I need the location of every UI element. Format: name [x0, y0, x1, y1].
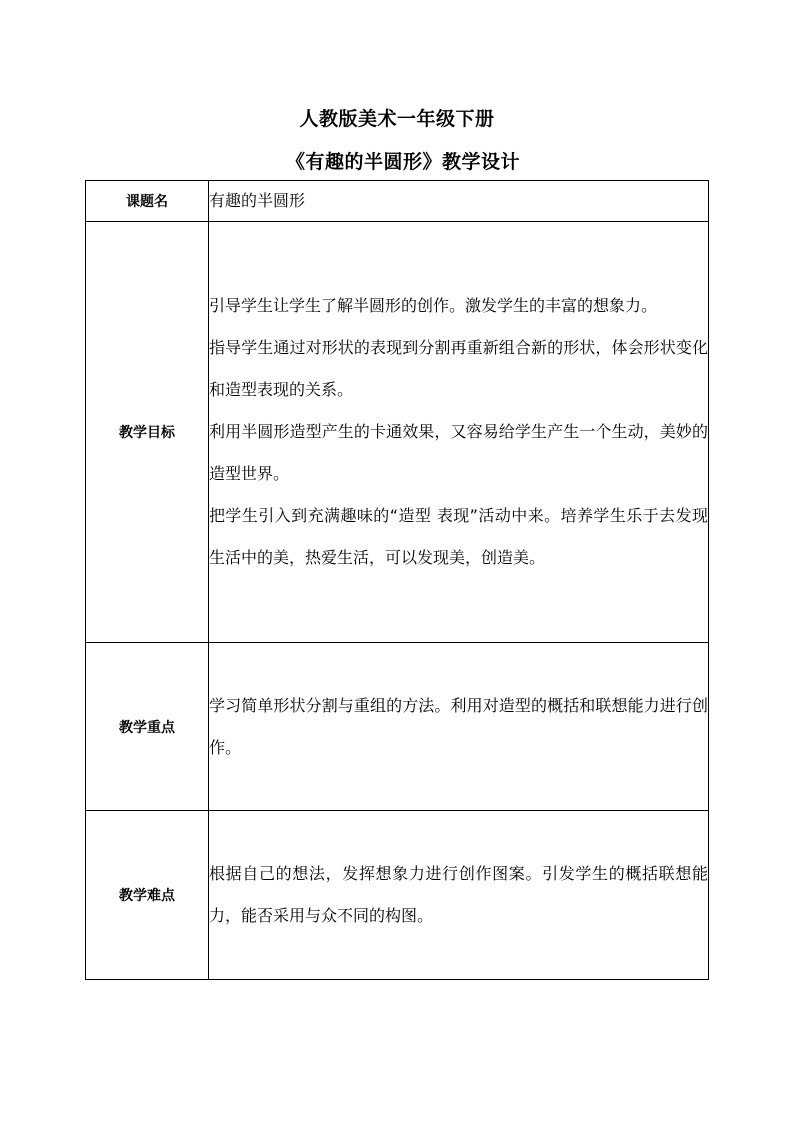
table-row-difficulties: [86, 811, 709, 980]
key-points-content: 学习简单形状分割与重组的方法。利用对造型的概括和联想能力进行创作。: [209, 643, 709, 811]
teaching-goal-paragraph: 指导学生通过对形状的表现到分割再重新组合新的形状，体会形状变化和造型表现的关系。: [209, 338, 708, 399]
document-title: 人教版美术一年级下册: [299, 108, 495, 130]
teaching-goals-label: 教学目标: [86, 222, 209, 643]
teaching-goal-paragraph: 引导学生让学生了解半圆形的创作。激发学生的丰富的想象力。: [209, 296, 658, 315]
table-row-teaching-goals: [86, 222, 709, 643]
lesson-name-label: 课题名: [86, 181, 209, 222]
document-subtitle: 《有趣的半圆形》教学设计: [285, 151, 520, 173]
teaching-goal-paragraph: 把学生引入到充满趣味的“造型 表现”活动中来。培养学生乐于去发现生活中的美，热爱生活，可以发现美，创造美。: [209, 506, 708, 567]
lesson-plan-table: [85, 180, 709, 980]
teaching-goals-content: [209, 222, 709, 643]
table-row-key-points: [86, 643, 709, 811]
difficulties-content: 根据自己的想法，发挥想象力进行创作图案。引发学生的概括联想能力，能否采用与众不同的构图。: [209, 811, 709, 980]
key-points-label: 教学重点: [86, 643, 209, 811]
table-row-lesson-name: [86, 181, 709, 222]
difficulties-label: 教学难点: [86, 811, 209, 980]
lesson-name-value: 有趣的半圆形: [209, 181, 709, 222]
teaching-goal-paragraph: 利用半圆形造型产生的卡通效果，又容易给学生产生一个生动，美妙的造型世界。: [209, 422, 708, 483]
